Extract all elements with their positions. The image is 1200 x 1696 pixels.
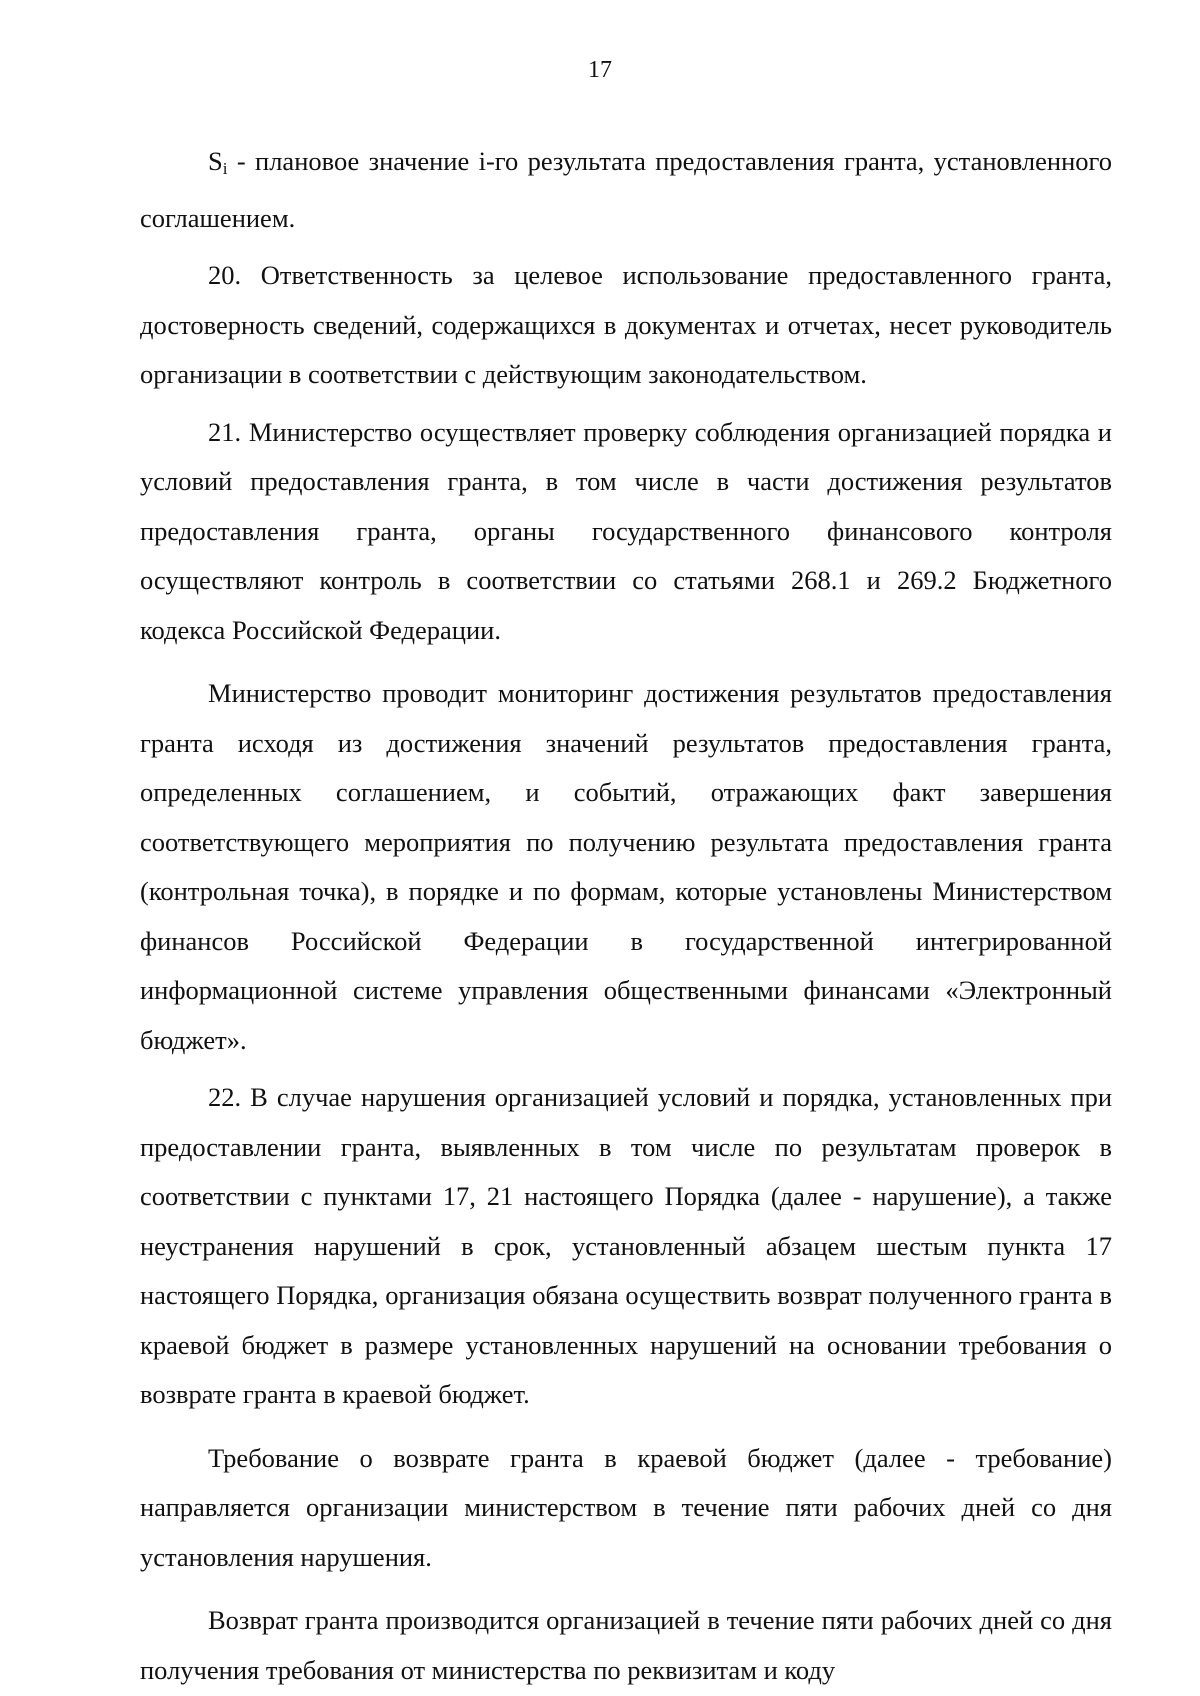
variable-s: S	[208, 146, 223, 176]
page-number: 17	[588, 57, 612, 83]
paragraph-22: 22. В случае нарушения организацией условий и порядка, установленных при предоставлении гранта, выявленных в том числе по результатам проверок в соответствии с пунктами 17, 21 настоящего Порядка (далее - нарушение), а также неустранения нарушений в срок, установленный абзацем шестым пункта 17 настоящего Порядка, организация обязана осуществить возврат полученного гранта в краевой бюджет в размере установленных нарушений на основании требования о возврате гранта в краевой бюджет.	[140, 1082, 1112, 1409]
paragraph-text: - плановое значение i-го результата предоставления гранта, установленного соглашением.	[140, 146, 1112, 233]
document-body	[140, 137, 1112, 1695]
paragraph-monitoring: Министерство проводит мониторинг достижения результатов предоставления гранта исходя из достижения значений результатов предоставления гранта, определенных соглашением, и событий, отражающих факт завершения соответствующего мероприятия по получению результата предоставления гранта (контрольная точка), в порядке и по формам, которые установлены Министерством финансов Российской Федерации в государственной интегрированной информационной системе управления общественными финансами «Электронный бюджет».	[140, 678, 1112, 1055]
paragraph-refund: Возврат гранта производится организацией в течение пяти рабочих дней со дня получения требования от министерства по реквизитам и коду	[140, 1605, 1112, 1685]
variable-subscript-i: i	[222, 159, 228, 178]
paragraph-21: 21. Министерство осуществляет проверку соблюдения организацией порядка и условий предоставления гранта, в том числе в части достижения результатов предоставления гранта, органы государственного финансового контроля осуществляют контроль в соответствии со статьями 268.1 и 269.2 Бюджетного кодекса Российской Федерации.	[140, 416, 1112, 645]
paragraph-20: 20. Ответственность за целевое использование предоставленного гранта, достоверность сведений, содержащихся в документах и отчетах, несет руководитель организации в соответствии с действующим законодательством.	[140, 260, 1112, 389]
paragraph-requirement: Требование о возврате гранта в краевой бюджет (далее - требование) направляется организации министерством в течение пяти рабочих дней со дня установления нарушения.	[140, 1442, 1112, 1572]
paragraph-si-definition	[140, 137, 1112, 243]
